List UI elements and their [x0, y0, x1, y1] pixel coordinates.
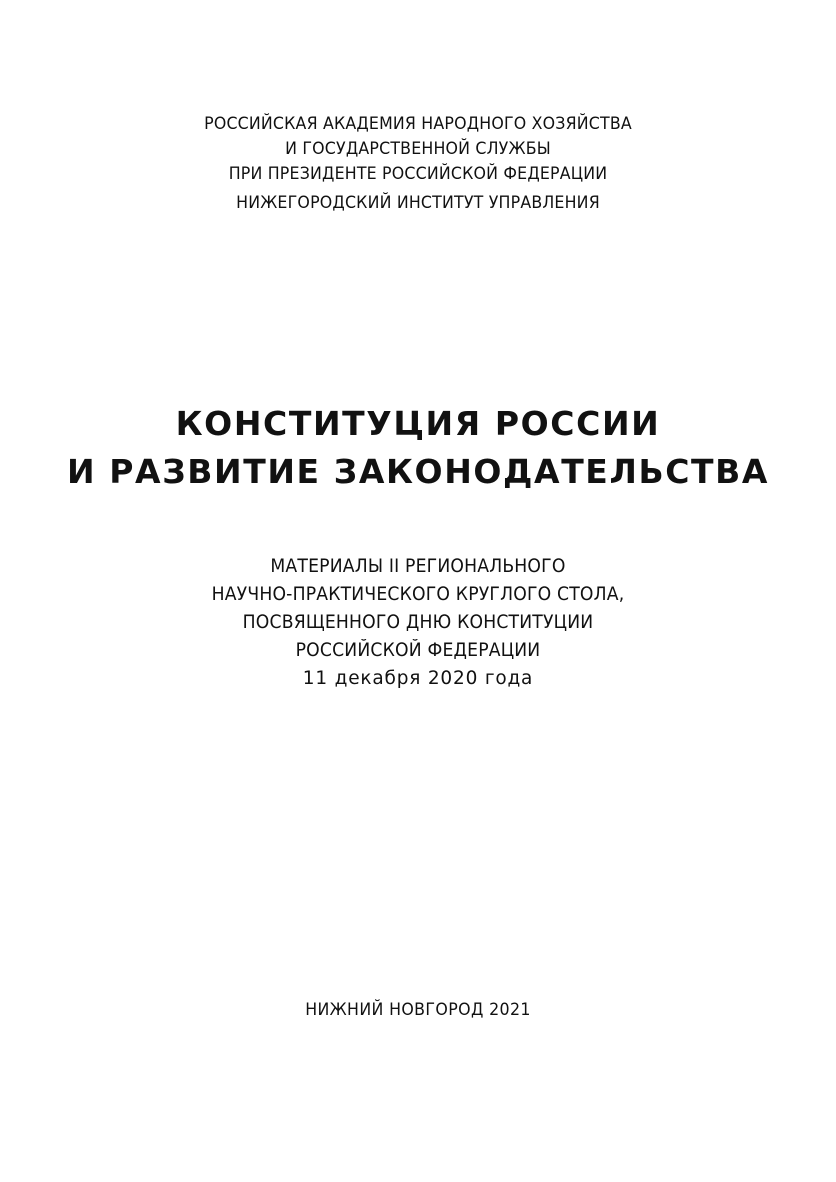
book-title-line-1: КОНСТИТУЦИЯ РОССИИ [175, 404, 661, 443]
subtitle-line-2: НАУЧНО-ПРАКТИЧЕСКОГО КРУГЛОГО СТОЛА, [211, 584, 625, 605]
institution-line-2: И ГОСУДАРСТВЕННОЙ СЛУЖБЫ [285, 139, 551, 159]
subtitle-line-4: РОССИЙСКОЙ ФЕДЕРАЦИИ [295, 640, 541, 661]
institution-line-1: РОССИЙСКАЯ АКАДЕМИЯ НАРОДНОГО ХОЗЯЙСТВА [204, 114, 632, 134]
imprint-city-year: НИЖНИЙ НОВГОРОД 2021 [305, 1000, 531, 1020]
subtitle-line-3: ПОСВЯЩЕННОГО ДНЮ КОНСТИТУЦИИ [242, 612, 594, 633]
event-date: 11 декабря 2020 года [302, 668, 534, 689]
subtitle-line-1: МАТЕРИАЛЫ II РЕГИОНАЛЬНОГО [270, 556, 566, 577]
book-title-line-2: И РАЗВИТИЕ ЗАКОНОДАТЕЛЬСТВА [66, 452, 770, 491]
institution-line-3: ПРИ ПРЕЗИДЕНТЕ РОССИЙСКОЙ ФЕДЕРАЦИИ [228, 164, 608, 184]
institution-line-4: НИЖЕГОРОДСКИЙ ИНСТИТУТ УПРАВЛЕНИЯ [236, 193, 600, 213]
